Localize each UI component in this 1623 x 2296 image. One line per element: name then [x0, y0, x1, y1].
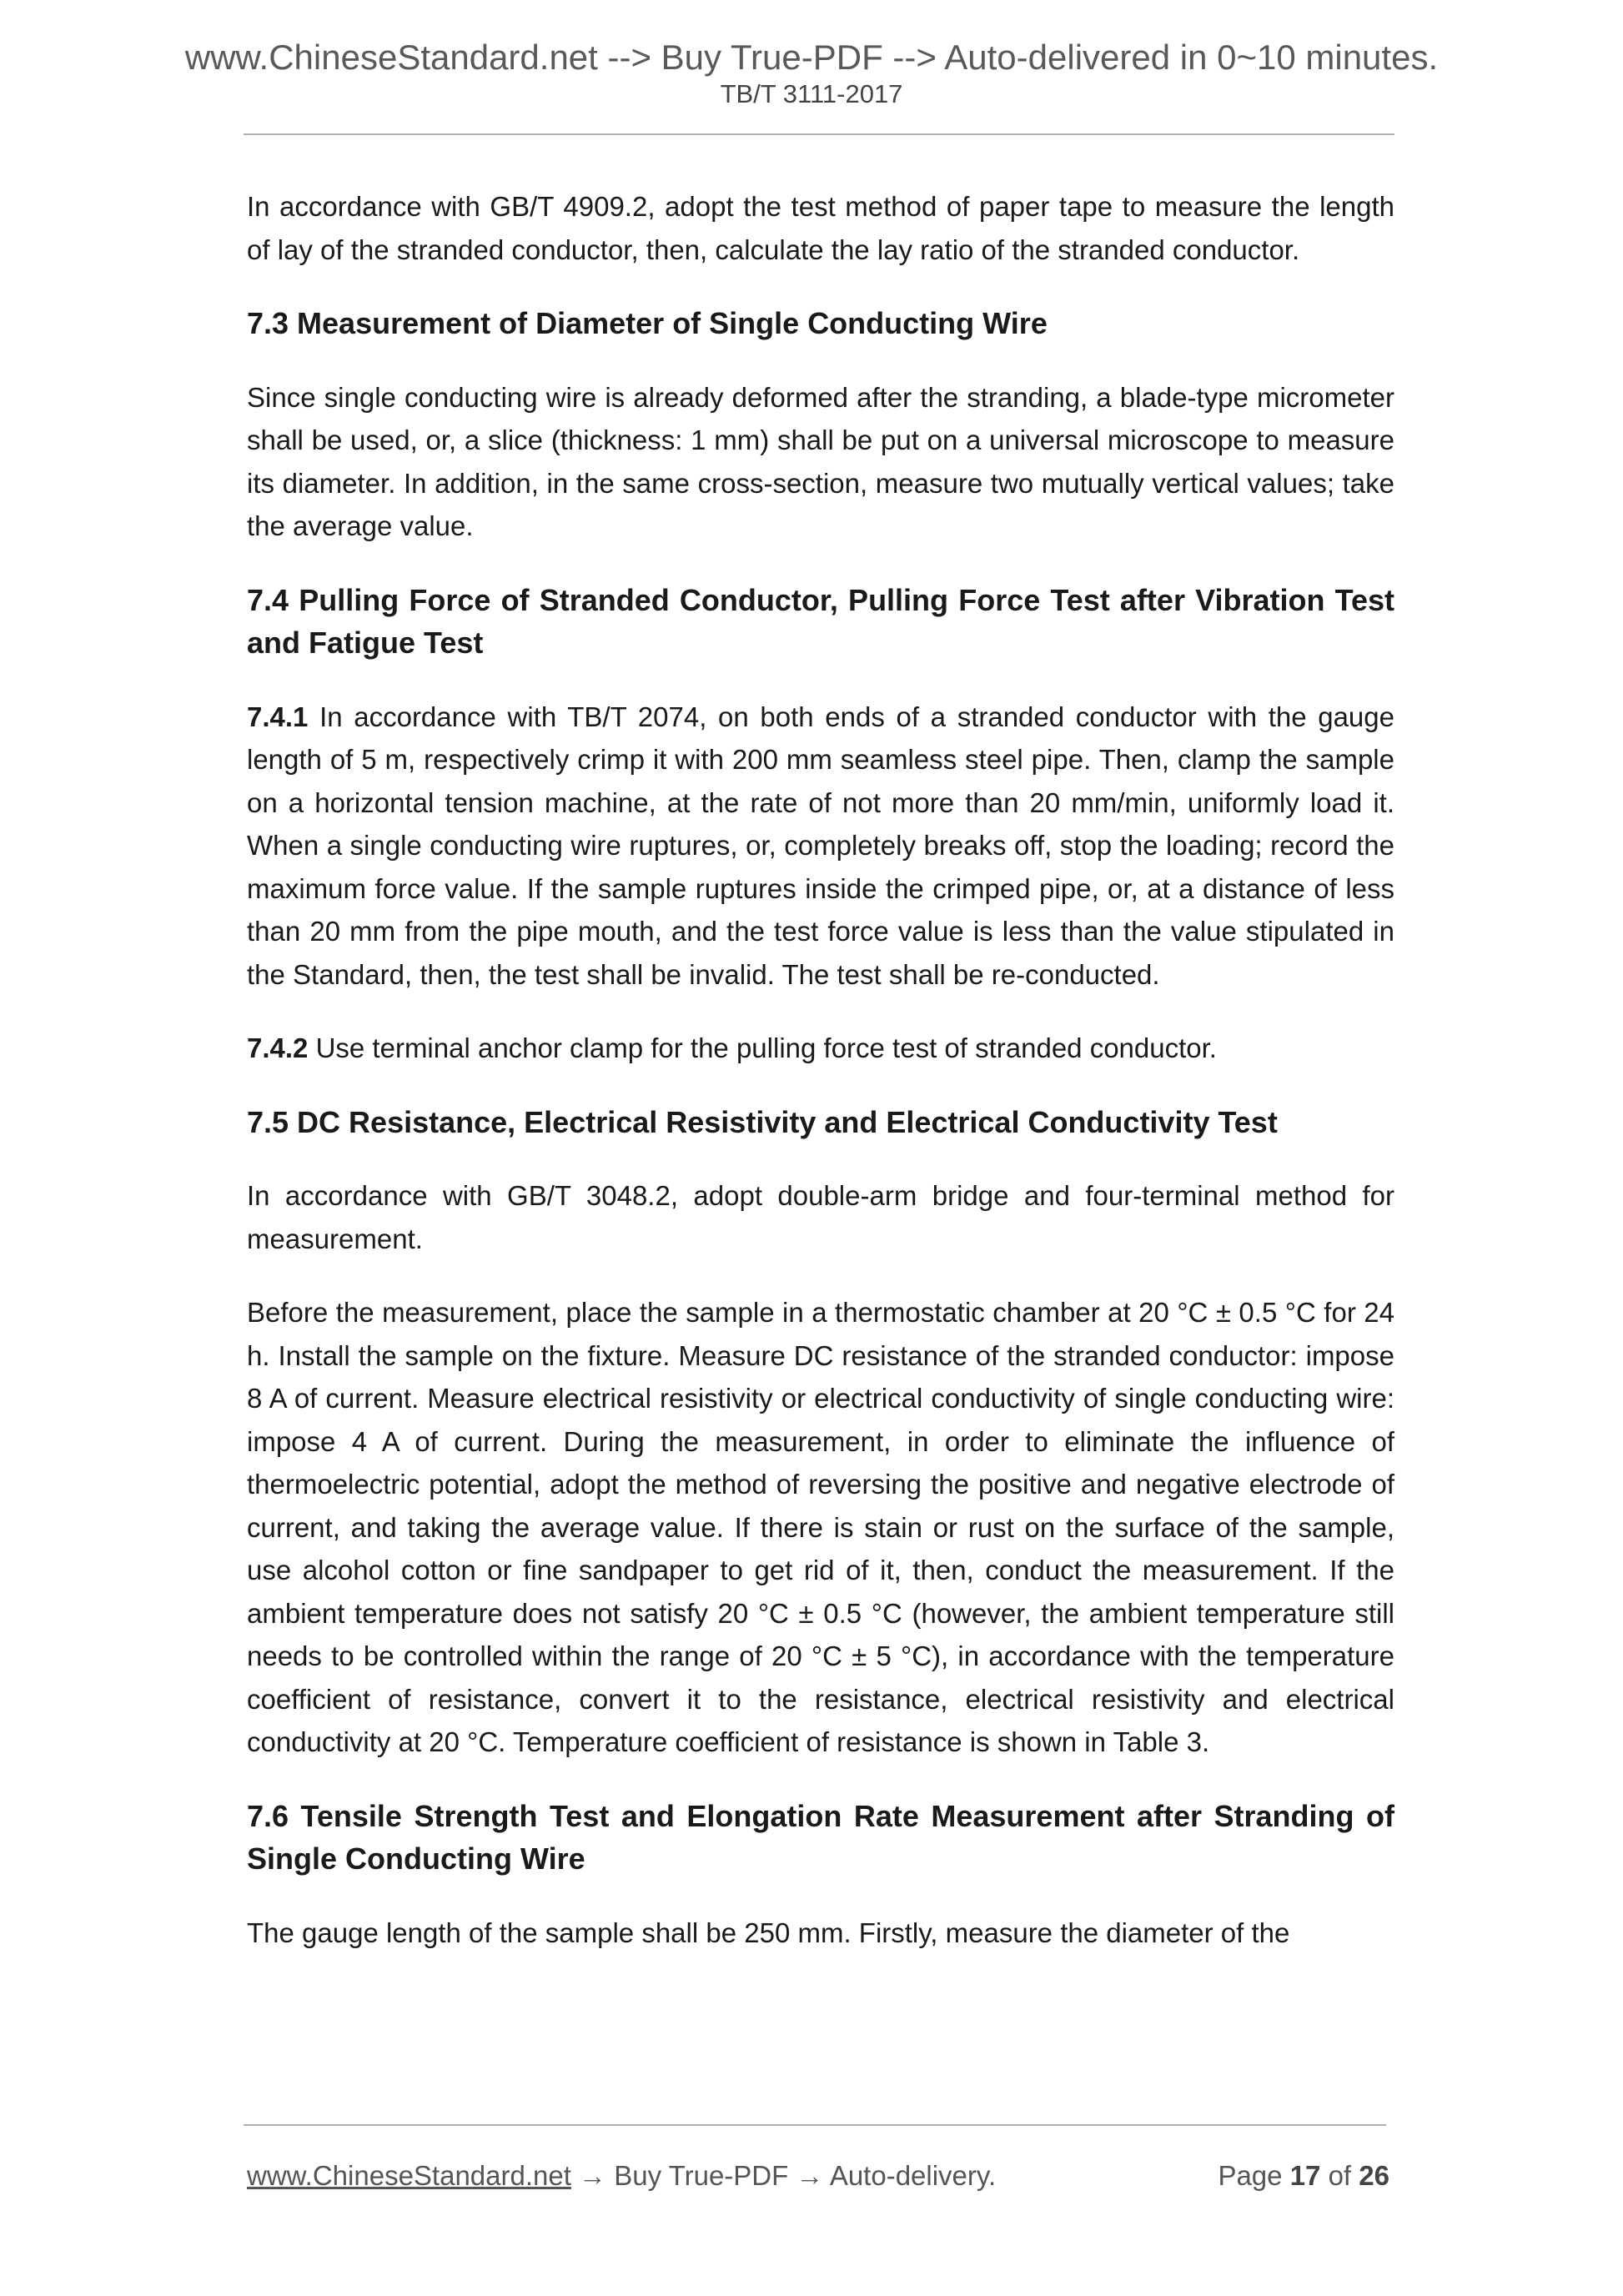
page-number: 17 — [1289, 2160, 1321, 2191]
header-divider — [244, 133, 1394, 135]
site-banner: www.ChineseStandard.net --> Buy True-PDF --> Auto-delivered in 0~10 minutes. — [184, 38, 1439, 77]
clause-text: In accordance with TB/T 2074, on both ends of a stranded conductor with the gauge length of 5 m, respectively crimp it with 200 mm seamless steel pipe. Then, clamp the sample on a horizontal tension machine, at the rate of not more than 20 mm/min, uniformly load it. When a single conducting wire ruptures, or, completely breaks off, stop the loading; record the maximum force value. If the sample ruptures inside the crimped pipe, or, at a distance of less than 20 mm from the pipe mouth, and the test force value is less than the value stipulated in the Standard, then, the test shall be invalid. The test shall be re-conducted. — [247, 701, 1394, 990]
footer-site-link[interactable]: www.ChineseStandard.net — [247, 2160, 571, 2191]
intro-paragraph: In accordance with GB/T 4909.2, adopt the test method of paper tape to measure the length of lay of the stranded conductor, then, calculate the lay ratio of the stranded conductor. — [247, 191, 1394, 265]
section-7-4-heading: 7.4 Pulling Force of Stranded Conductor, Pulling Force Test after Vibration Test and Fatigue Test — [247, 582, 1394, 660]
clause-number: 7.4.2 — [247, 1032, 309, 1063]
document-body — [247, 185, 1394, 1985]
page-label: Page — [1218, 2160, 1283, 2191]
section-7-6-heading: 7.6 Tensile Strength Test and Elongation Rate Measurement after Stranding of Single Conducting Wire — [247, 1798, 1394, 1876]
of-label: of — [1328, 2160, 1352, 2191]
clause-number: 7.4.1 — [247, 701, 309, 732]
section-7-5-heading: 7.5 DC Resistance, Electrical Resistivity and Electrical Conductivity Test — [247, 1104, 1278, 1139]
section-7-6-paragraph: The gauge length of the sample shall be 250 mm. Firstly, measure the diameter of the — [247, 1917, 1290, 1948]
page-indicator — [1218, 2162, 1389, 2189]
footer-promo-text: → Buy True-PDF → Auto-delivery. — [570, 2160, 997, 2191]
standard-code: TB/T 3111-2017 — [720, 79, 903, 108]
clause-text: Use terminal anchor clamp for the pulling force test of stranded conductor. — [308, 1032, 1217, 1063]
section-7-5-paragraph-2: Before the measurement, place the sample in a thermostatic chamber at 20 °C ± 0.5 °C for 24 h. Install the sample on the fixture. Measure DC resistance of the stranded conductor: impose 8 A of current. Measure electrical resistivity or electrical conductivity of single conducting wire: impose 4 A of current. During the measurement, in order to eliminate the influence of thermoelectric potential, adopt the method of reversing the positive and negative electrode of current, and taking the average value. If there is stain or rust on the surface of the sample, use alcohol cotton or fine sandpaper to get rid of it, then, conduct the measurement. If the ambient temperature does not satisfy 20 °C ± 0.5 °C (however, the ambient temperature still needs to be controlled within the range of 20 °C ± 5 °C), in accordance with the temperature coefficient of resistance, convert it to the resistance, electrical resistivity and electrical conductivity at 20 °C. Temperature coefficient of resistance is shown in Table 3. — [247, 1297, 1394, 1757]
clause-7-4-2 — [247, 1027, 1394, 1070]
page-total: 26 — [1359, 2160, 1389, 2191]
footer-divider — [244, 2124, 1386, 2126]
section-7-3-heading: 7.3 Measurement of Diameter of Single Conducting Wire — [247, 306, 1048, 340]
section-7-3-paragraph: Since single conducting wire is already deformed after the stranding, a blade-type micrometer shall be used, or, a slice (thickness: 1 mm) shall be put on a universal microscope to measure its diameter. In addition, in the same cross-section, measure two mutually vertical values; take the average value. — [247, 381, 1394, 541]
clause-7-4-1 — [247, 696, 1394, 997]
section-7-5-paragraph-1: In accordance with GB/T 3048.2, adopt double-arm bridge and four-terminal method for measurement. — [247, 1180, 1394, 1254]
footer-promo — [247, 2162, 996, 2189]
